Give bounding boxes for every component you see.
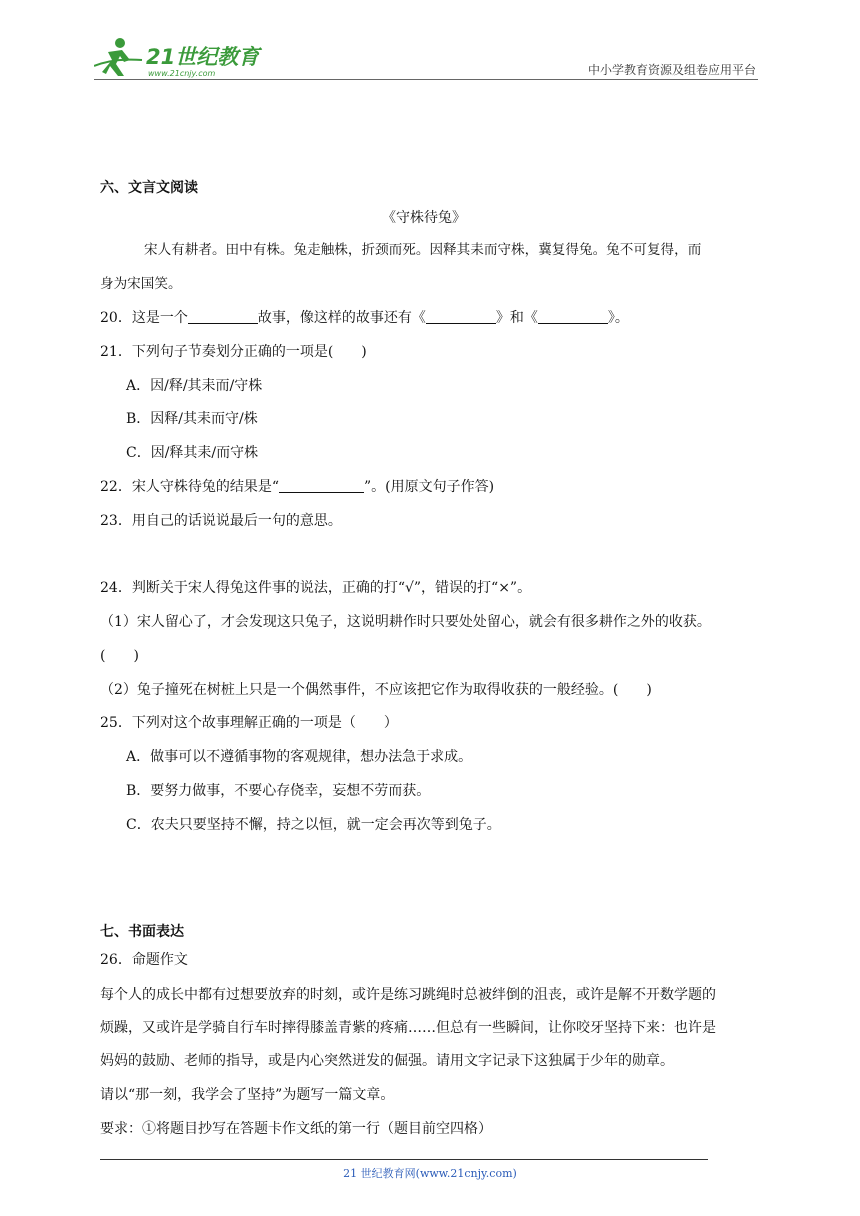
passage-title: 《守株待兔》 (382, 210, 466, 226)
answer-blank[interactable] (538, 309, 608, 324)
question-21-stem: 21．下列句子节奏划分正确的一项是( ) (100, 344, 367, 360)
question-25-option-b[interactable]: B．要努力做事，不要心存侥幸，妄想不劳而获。 (126, 783, 431, 799)
question-22 (100, 477, 494, 497)
q20-part-c: 》和《 (495, 310, 538, 326)
header-platform-text: 中小学教育资源及组卷应用平台 (587, 63, 756, 77)
essay-prompt-line-1: 每个人的成长中都有过想要放弃的时刻，或许是练习跳绳时总被绊倒的沮丧，或许是解不开数学题的 (100, 987, 716, 1003)
question-25-option-a[interactable]: A．做事可以不遵循事物的客观规律，想办法急于求成。 (126, 749, 473, 765)
question-26-title: 26．命题作文 (100, 952, 188, 968)
header-divider (94, 79, 758, 80)
essay-prompt-line-3: 妈妈的鼓励、老师的指导，或是内心突然迸发的倔强。请用文字记录下这独属于少年的勋章。 (100, 1053, 674, 1069)
question-25-stem: 25．下列对这个故事理解正确的一项是（ ） (100, 715, 398, 731)
question-24-item-2: （2）兔子撞死在树桩上只是一个偶然事件，不应该把它作为取得收获的一般经验。( ) (100, 682, 652, 698)
logo-text: 21世纪教育 (146, 45, 260, 69)
footer-divider (100, 1159, 708, 1160)
question-23: 23．用自己的话说说最后一句的意思。 (100, 513, 342, 529)
question-20 (100, 308, 629, 328)
logo-url: www.21cnjy.com (148, 69, 216, 78)
question-21-option-b[interactable]: B．因释/其耒而守/株 (126, 411, 258, 427)
answer-blank[interactable] (279, 478, 364, 493)
answer-blank[interactable] (426, 309, 496, 324)
passage-line-1: 宋人有耕者。田中有株。兔走触株，折颈而死。因释其耒而守株，冀复得兔。兔不可复得，而 (144, 242, 702, 258)
q22-part-a: 22．宋人守株待兔的结果是“ (100, 479, 279, 495)
q20-part-a: 20．这是一个 (100, 310, 188, 326)
question-21-option-c[interactable]: C．因/释其耒/而守株 (126, 445, 259, 461)
question-24-item-1: （1）宋人留心了，才会发现这只兔子，这说明耕作时只要处处留心，就会有很多耕作之外的收获。 (100, 614, 711, 630)
essay-requirement: 要求：①将题目抄写在答题卡作文纸的第一行（题目前空四格） (100, 1121, 492, 1137)
essay-instruction: 请以“那一刻，我学会了坚持”为题写一篇文章。 (100, 1087, 395, 1103)
question-24-item-1-answer[interactable]: ( ) (100, 648, 139, 664)
question-24-stem: 24．判断关于宋人得兔这件事的说法，正确的打“√”，错误的打“×”。 (100, 580, 532, 596)
question-21-option-a[interactable]: A．因/释/其耒而/守株 (126, 378, 263, 394)
essay-prompt-line-2: 烦躁，又或许是学骑自行车时摔得膝盖青紫的疼痛……但总有一些瞬间，让你咬牙坚持下来：也许是 (100, 1020, 716, 1036)
q22-part-b: ”。(用原文句子作答) (363, 479, 495, 495)
section-6-heading: 六、文言文阅读 (100, 180, 198, 196)
q20-part-d: 》。 (607, 310, 629, 326)
passage-line-2: 身为宋国笑。 (100, 276, 182, 292)
section-7-heading: 七、书面表达 (100, 924, 184, 940)
q20-part-b: 故事，像这样的故事还有《 (257, 310, 426, 326)
footer-text[interactable]: 21 世纪教育网(www.21cnjy.com) (343, 1167, 517, 1180)
question-25-option-c[interactable]: C．农夫只要坚持不懈，持之以恒，就一定会再次等到兔子。 (126, 817, 501, 833)
answer-blank[interactable] (188, 309, 258, 324)
site-logo (94, 36, 264, 80)
